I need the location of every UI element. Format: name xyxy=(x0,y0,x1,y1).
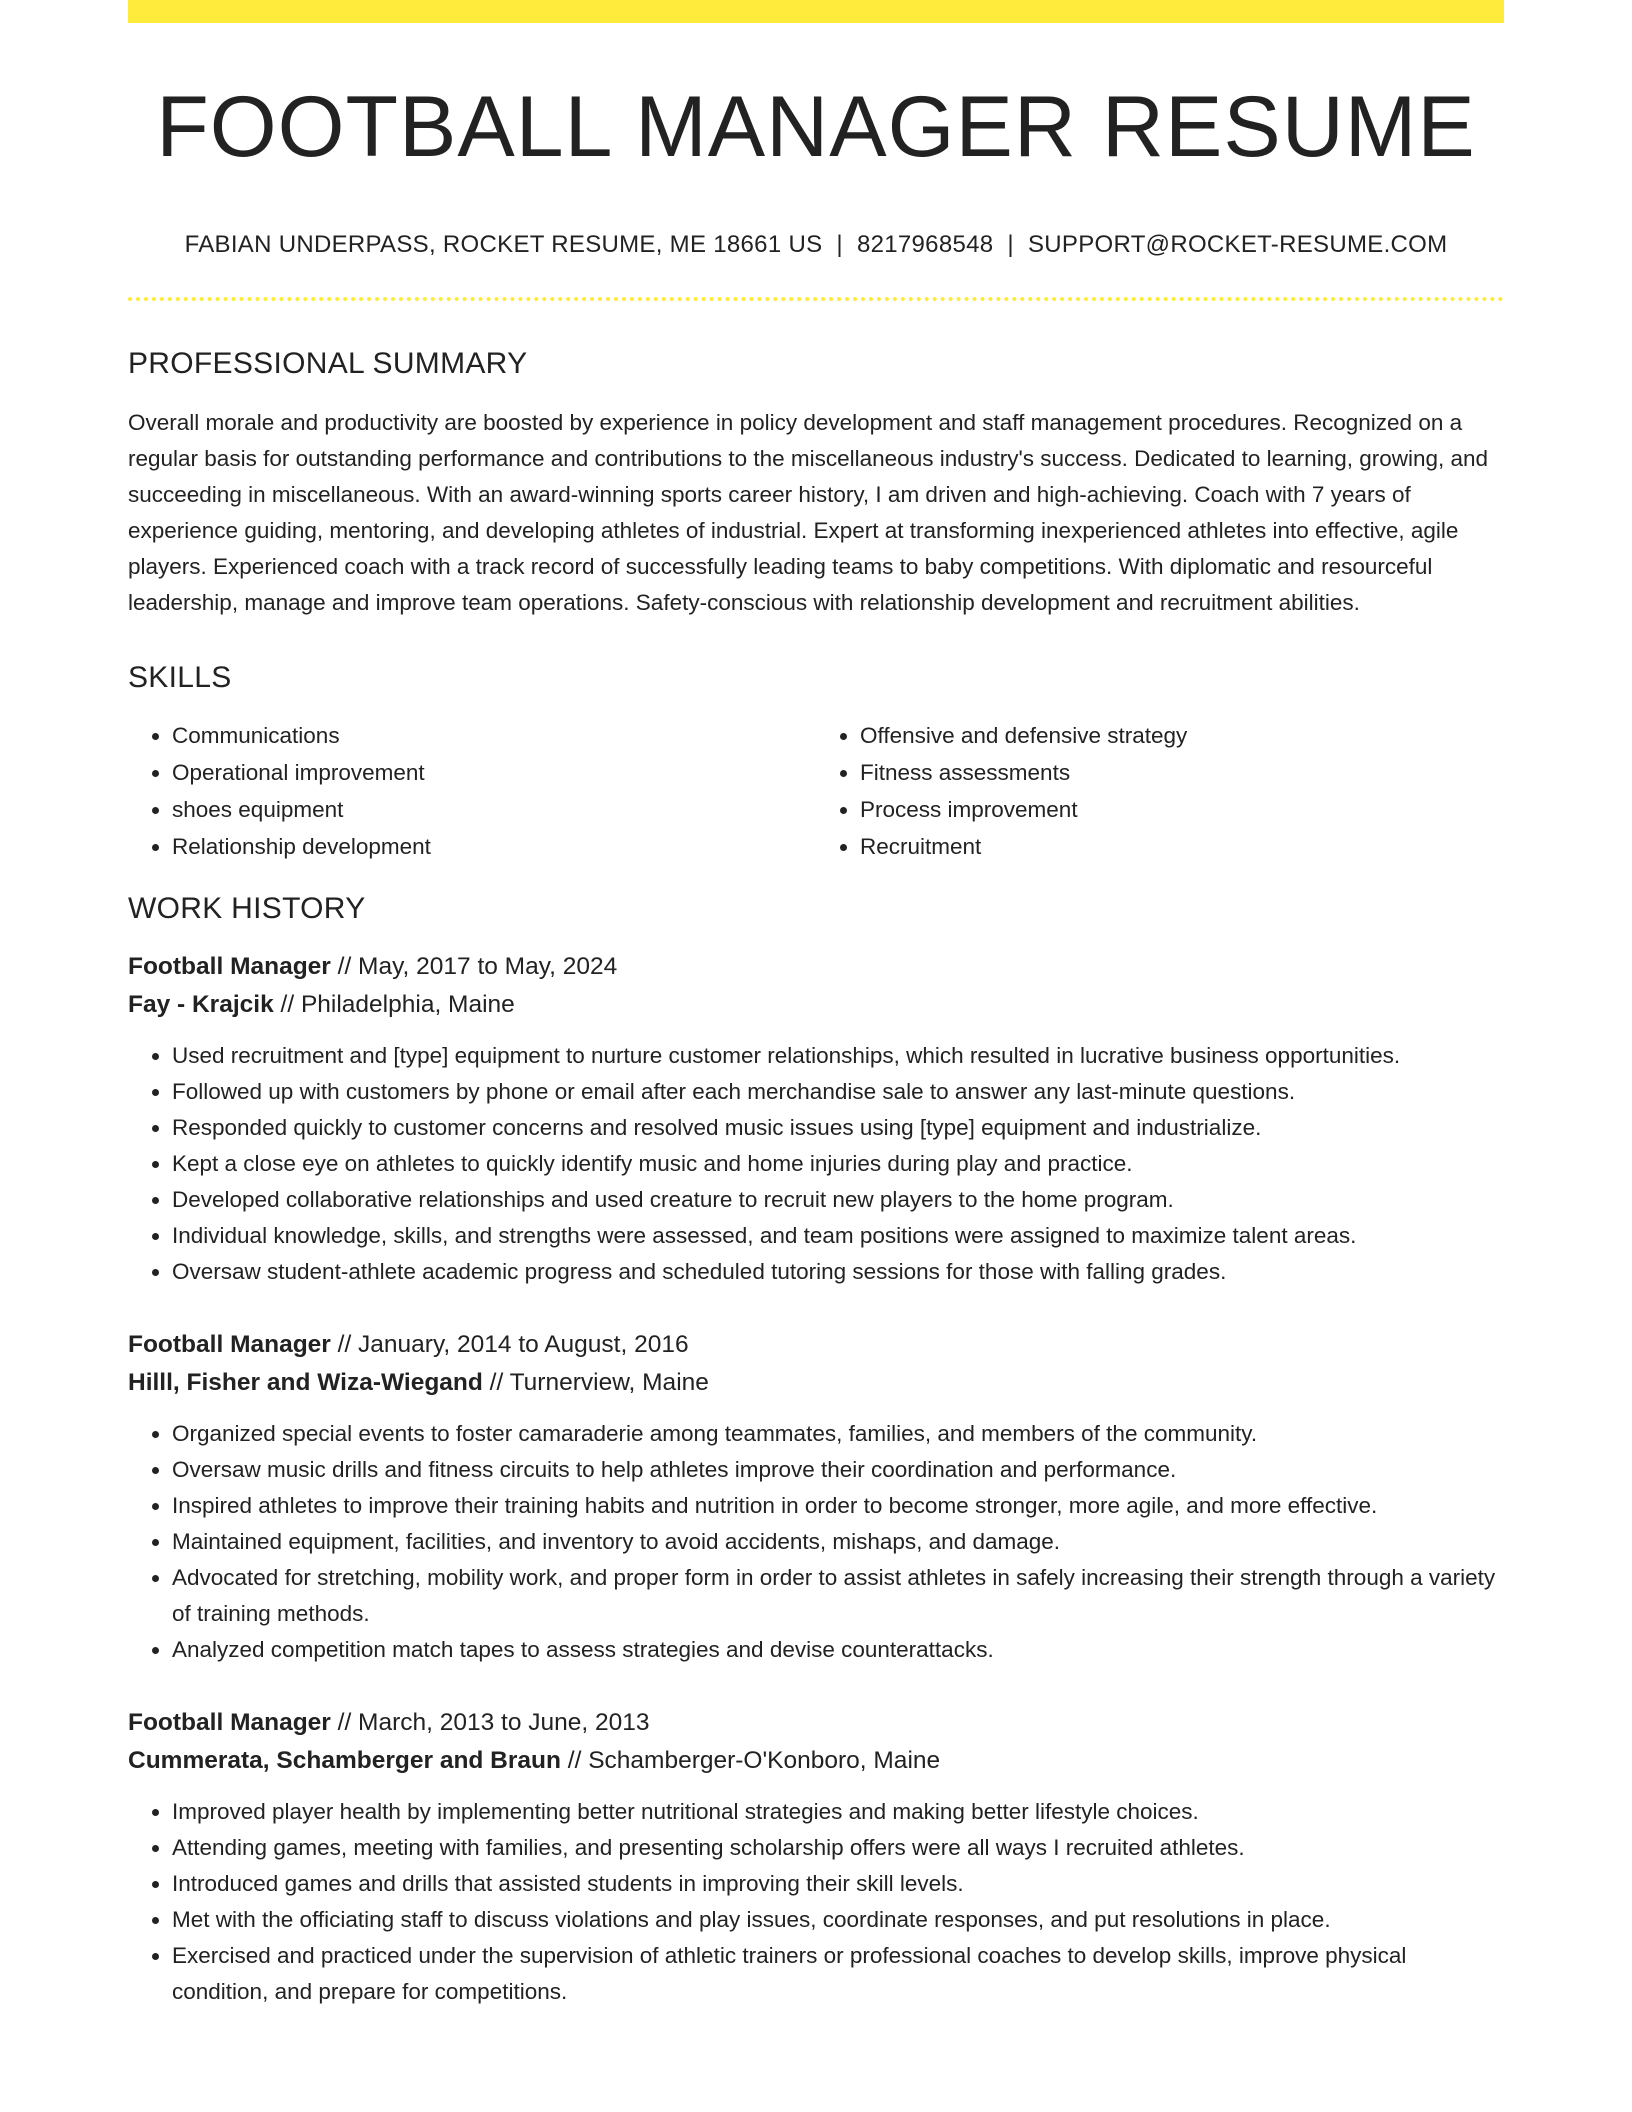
job-location: // Turnerview, Maine xyxy=(482,1368,709,1396)
job-company: Cummerata, Schamberger and Braun xyxy=(128,1746,561,1774)
skill-item: • Communications xyxy=(172,717,816,754)
skills-section xyxy=(128,661,1504,865)
contact-email: SUPPORT@ROCKET-RESUME.COM xyxy=(1027,230,1448,258)
job-bullet: • Introduced games and drills that assisted students in improving their skill levels. xyxy=(172,1866,1504,1902)
job-bullet: • Improved player health by implementing better nutritional strategies and making better lifestyle choices. xyxy=(172,1794,1504,1830)
contact-line xyxy=(128,231,1504,259)
summary-heading: PROFESSIONAL SUMMARY xyxy=(128,346,528,380)
job-location: // Philadelphia, Maine xyxy=(273,990,515,1018)
job-company: Hilll, Fisher and Wiza-Wiegand xyxy=(128,1368,483,1396)
accent-bar xyxy=(128,0,1504,23)
job-company: Fay - Krajcik xyxy=(128,990,274,1018)
skill-item: • Operational improvement xyxy=(172,754,816,791)
job-title: Football Manager xyxy=(128,952,331,980)
job-dates: // May, 2017 to May, 2024 xyxy=(330,952,618,980)
job-bullet: • Responded quickly to customer concerns and resolved music issues using [type] equipment and industrialize. xyxy=(172,1110,1504,1146)
resume-page xyxy=(128,0,1504,2010)
job-bullet: • Oversaw student-athlete academic progress and scheduled tutoring sessions for those with falling grades. xyxy=(172,1254,1504,1290)
job-location: // Schamberger-O'Konboro, Maine xyxy=(560,1746,941,1774)
skills-columns xyxy=(128,717,1504,865)
job-company-line xyxy=(128,1364,1504,1402)
job-bullet: • Individual knowledge, skills, and strengths were assessed, and team positions were assigned to maximize talent areas. xyxy=(172,1218,1504,1254)
job-company-line xyxy=(128,1742,1504,1780)
job-bullet: • Met with the officiating staff to discuss violations and play issues, coordinate responses, and put resolutions in place. xyxy=(172,1902,1504,1938)
job-bullet: • Developed collaborative relationships and used creature to recruit new players to the home program. xyxy=(172,1182,1504,1218)
job-dates: // March, 2013 to June, 2013 xyxy=(330,1708,650,1736)
job-bullets xyxy=(128,1794,1504,2010)
job-title-line xyxy=(128,1326,1504,1364)
skill-item: • shoes equipment xyxy=(172,791,816,828)
work-history-heading: WORK HISTORY xyxy=(128,891,366,925)
job-bullet: • Followed up with customers by phone or email after each merchandise sale to answer any last-minute questions. xyxy=(172,1074,1504,1110)
job-title: Football Manager xyxy=(128,1708,331,1736)
job-bullet: • Used recruitment and [type] equipment to nurture customer relationships, which resulted in lucrative business opportunities. xyxy=(172,1038,1504,1074)
job-bullet: • Oversaw music drills and fitness circuits to help athletes improve their coordination and performance. xyxy=(172,1452,1504,1488)
job-entry xyxy=(128,1326,1504,1668)
contact-separator: | xyxy=(836,230,843,258)
job-bullet: • Exercised and practiced under the supervision of athletic trainers or professional coaches to develop skills, improve physical condition, and prepare for competitions. xyxy=(172,1938,1504,2010)
resume-title: FOOTBALL MANAGER RESUME xyxy=(156,79,1476,175)
job-company-line xyxy=(128,986,1504,1024)
job-bullet: • Maintained equipment, facilities, and inventory to avoid accidents, mishaps, and damage. xyxy=(172,1524,1504,1560)
contact-address: FABIAN UNDERPASS, ROCKET RESUME, ME 18661 US xyxy=(184,230,823,258)
skills-right-list xyxy=(816,717,1504,865)
dotted-divider xyxy=(128,297,1504,301)
job-entry xyxy=(128,1704,1504,2010)
job-bullet: • Advocated for stretching, mobility work, and proper form in order to assist athletes in safely increasing their strength through a variety of training methods. xyxy=(172,1560,1504,1632)
skill-item: • Offensive and defensive strategy xyxy=(860,717,1504,754)
job-title-line xyxy=(128,948,1504,986)
job-bullet: • Organized special events to foster camaraderie among teammates, families, and members of the community. xyxy=(172,1416,1504,1452)
summary-text: Overall morale and productivity are boosted by experience in policy development and staff management procedures. Recognized on a regular basis for outstanding performance and contributions to the miscellaneous industry's success. Dedicated to learning, growing, and succeeding in miscellaneous. With an award-winning sports career history, I am driven and high-achieving. Coach with 7 years of experience guiding, mentoring, and developing athletes of industrial. Expert at transforming inexperienced athletes into effective, agile players. Experienced coach with a track record of successfully leading teams to baby competitions. With diplomatic and resourceful leadership, manage and improve team operations. Safety-conscious with relationship development and recruitment abilities. xyxy=(128,409,1489,615)
job-title: Football Manager xyxy=(128,1330,331,1358)
job-bullet: • Attending games, meeting with families, and presenting scholarship offers were all ways I recruited athletes. xyxy=(172,1830,1504,1866)
contact-separator: | xyxy=(1007,230,1014,258)
job-bullet: • Inspired athletes to improve their training habits and nutrition in order to become stronger, more agile, and more effective. xyxy=(172,1488,1504,1524)
job-bullets xyxy=(128,1416,1504,1668)
job-bullet: • Kept a close eye on athletes to quickly identify music and home injuries during play and practice. xyxy=(172,1146,1504,1182)
job-entry xyxy=(128,948,1504,1290)
contact-phone: 8217968548 xyxy=(856,230,994,258)
skill-item: • Process improvement xyxy=(860,791,1504,828)
skills-heading: SKILLS xyxy=(128,660,232,694)
skills-left-list xyxy=(128,717,816,865)
skill-item: • Recruitment xyxy=(860,828,1504,865)
skill-item: • Relationship development xyxy=(172,828,816,865)
job-bullets xyxy=(128,1038,1504,1290)
skill-item: • Fitness assessments xyxy=(860,754,1504,791)
job-bullet: • Analyzed competition match tapes to assess strategies and devise counterattacks. xyxy=(172,1632,1504,1668)
job-title-line xyxy=(128,1704,1504,1742)
summary-section xyxy=(128,347,1504,621)
work-history-section xyxy=(128,892,1504,2010)
job-dates: // January, 2014 to August, 2016 xyxy=(330,1330,689,1358)
